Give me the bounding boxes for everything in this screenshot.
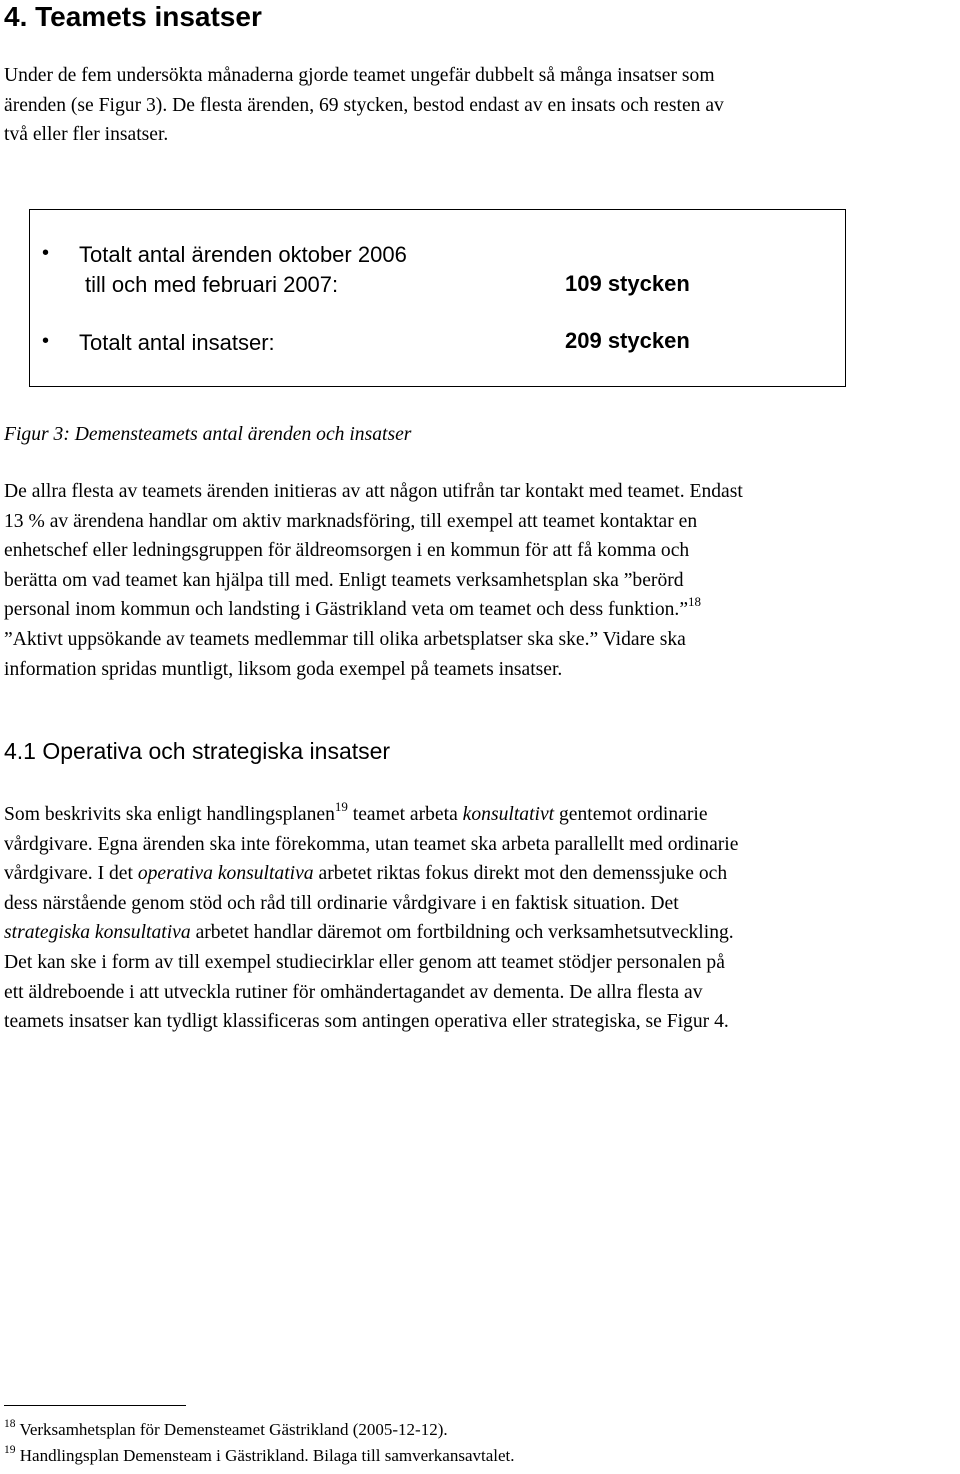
paragraph-contacts <box>4 477 956 684</box>
text-line <box>4 859 956 889</box>
text-line: Under de fem undersökta månaderna gjorde teamet ungefär dubbelt så många insatser som <box>4 65 715 86</box>
text-segment: arbetet handlar däremot om fortbildning och verksamhetsutveckling. <box>190 922 734 944</box>
bullet-icon: • <box>42 330 50 352</box>
text-segment: arbetet riktas fokus direkt mot den demenssjuke och <box>313 863 728 885</box>
figure-item-label-cont: till och med februari 2007: <box>85 272 339 297</box>
footnote-text: Verksamhetsplan för Demensteamet Gästrikland (2005-12-12). <box>19 1420 448 1439</box>
text-line: enhetschef eller ledningsgruppen för äldreomsorgen i en kommun för att få komma och <box>4 540 690 562</box>
text-line: berätta om vad teamet kan hjälpa till med. Enligt teamets verksamhetsplan ska ”berörd <box>4 569 684 591</box>
figure-item-value: 109 stycken <box>565 271 690 296</box>
figure-item-label: Totalt antal ärenden oktober 2006 <box>79 242 407 267</box>
text-line: vårdgivare. Egna ärenden ska inte förekomma, utan teamet ska arbeta parallellt med ordinarie <box>4 833 739 855</box>
text-line: ett äldreboende i att utveckla rutiner för omhändertagandet av dementa. De allra flesta av <box>4 981 703 1003</box>
text-line: De allra flesta av teamets ärenden initieras av att någon utifrån tar kontakt med teamet. Endast <box>4 481 743 502</box>
text-segment: teamet arbeta <box>347 804 463 825</box>
footnote-ref-19[interactable]: 19 <box>334 799 348 814</box>
footnote-number: 18 <box>4 1418 16 1430</box>
figure-3-box <box>29 209 846 387</box>
text-line: dess närstående genom stöd och råd till ordinarie vårdgivare i en faktisk situation. Det <box>4 892 679 914</box>
text-segment: personal inom kommun och landsting i Gästrikland veta om teamet och dess funktion.” <box>4 599 689 621</box>
text-line: två eller fler insatser. <box>4 124 169 146</box>
intro-paragraph <box>4 61 956 150</box>
footnote-ref-18[interactable]: 18 <box>688 594 702 610</box>
footnote-19 <box>4 1445 515 1467</box>
text-line <box>4 918 956 948</box>
footnote-text: Handlingsplan Demensteam i Gästrikland. Bilaga till samverkansavtalet. <box>19 1446 515 1465</box>
figure-item-label: Totalt antal insatser: <box>79 330 275 355</box>
figure-caption: Figur 3: Demensteamets antal ärenden och insatser <box>4 424 412 445</box>
emphasis-term: operativa konsultativa <box>137 863 314 885</box>
text-segment: gentemot ordinarie <box>554 804 708 825</box>
figure-item-value: 209 stycken <box>565 328 690 353</box>
text-segment: vårdgivare. I det <box>4 863 138 885</box>
footnote-18 <box>4 1419 448 1441</box>
text-line: teamets insatser kan tydligt klassificeras som antingen operativa eller strategiska, se Figur 4. <box>4 1011 729 1033</box>
emphasis-term: strategiska konsultativa <box>4 922 191 944</box>
text-line: information spridas muntligt, liksom goda exempel på teamets insatser. <box>4 658 563 680</box>
text-line: Det kan ske i form av till exempel studiecirklar eller genom att teamet stödjer personalen på <box>4 951 725 973</box>
emphasis-term: konsultativt <box>462 804 555 825</box>
text-line: ”Aktivt uppsökande av teamets medlemmar till olika arbetsplatser ska ske.” Vidare ska <box>4 628 686 650</box>
text-segment: Som beskrivits ska enligt handlingsplanen <box>4 804 335 825</box>
subsection-heading: 4.1 Operativa och strategiska insatser <box>4 738 391 764</box>
footnote-number: 19 <box>4 1444 16 1456</box>
text-line <box>4 800 956 830</box>
section-heading: 4. Teamets insatser <box>4 1 262 32</box>
footnote-divider <box>4 1405 186 1406</box>
text-line <box>4 595 956 625</box>
paragraph-operative-strategic <box>4 800 956 1037</box>
text-line: ärenden (se Figur 3). De flesta ärenden, 69 stycken, bestod endast av en insats och resten av <box>4 94 724 116</box>
bullet-icon: • <box>42 242 50 264</box>
text-line: 13 % av ärendena handlar om aktiv marknadsföring, till exempel att teamet kontaktar en <box>4 510 698 532</box>
